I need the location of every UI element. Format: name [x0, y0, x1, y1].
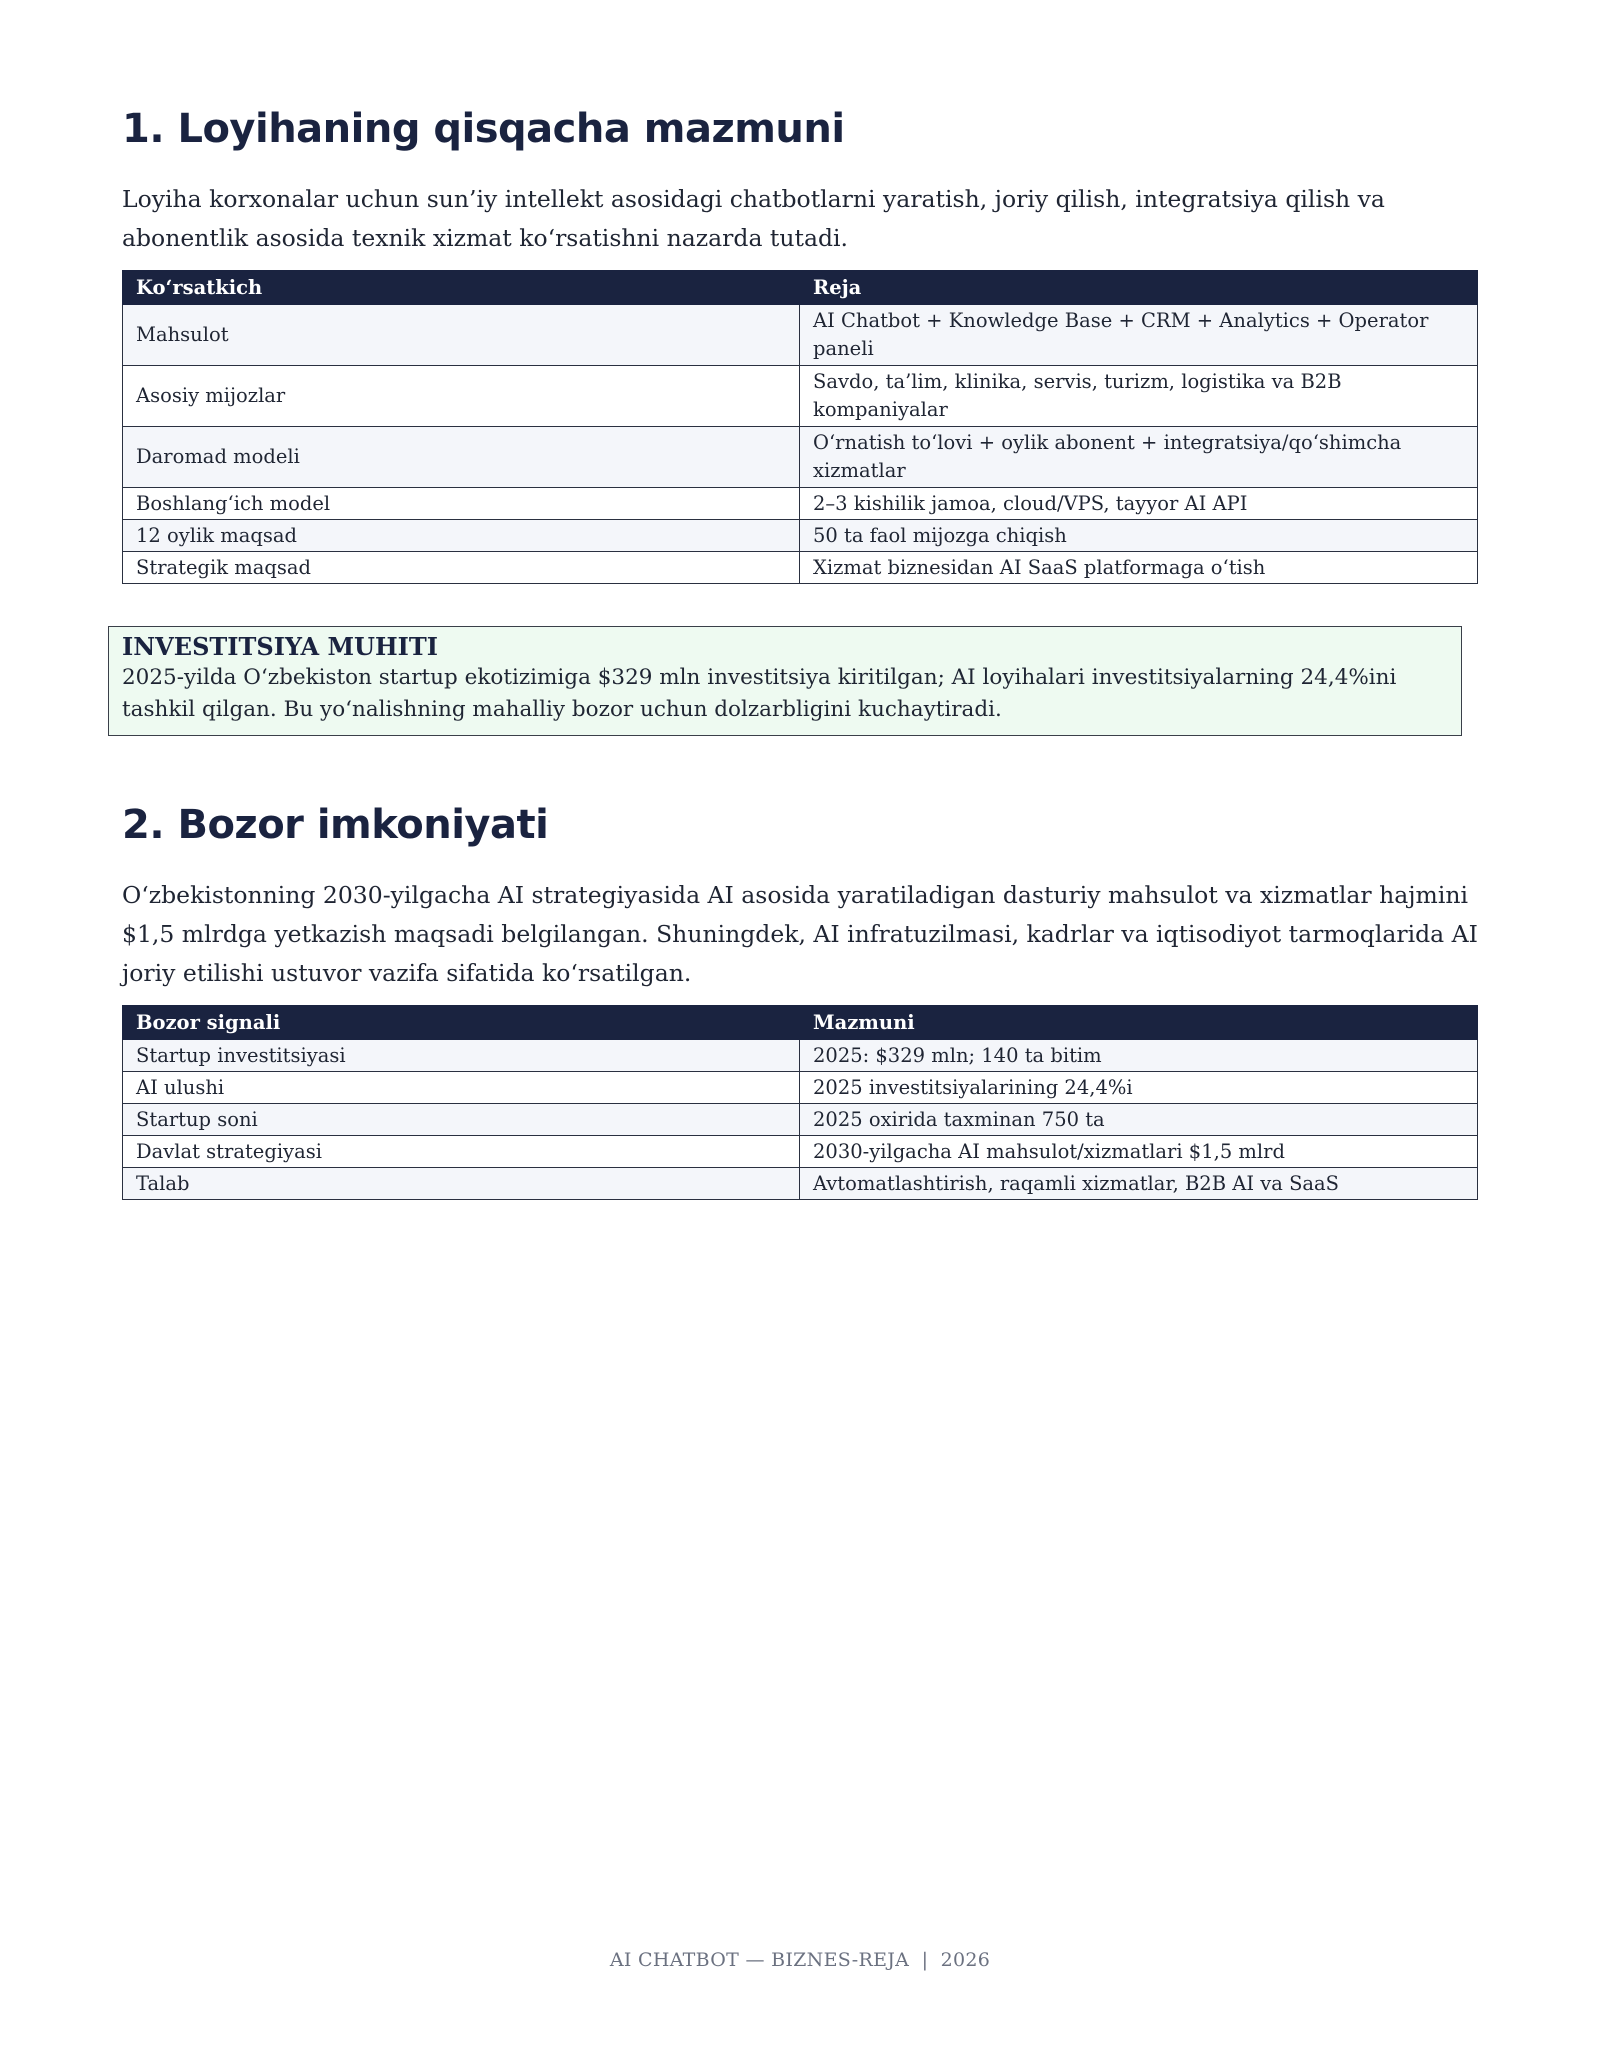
footer-year: 2026 — [940, 1949, 991, 1971]
table-row — [123, 366, 1478, 427]
table-cell: Startup investitsiyasi — [123, 1040, 800, 1072]
column-header: Mazmuni — [800, 1006, 1478, 1040]
summary-table — [122, 270, 1478, 584]
table-cell: Mahsulot — [123, 305, 800, 366]
investment-callout — [108, 626, 1462, 736]
table-row — [123, 1072, 1478, 1104]
table-header-row — [123, 1006, 1478, 1040]
table-row — [123, 552, 1478, 584]
column-header: Ko‘rsatkich — [123, 271, 800, 305]
table-cell: Davlat strategiyasi — [123, 1136, 800, 1168]
table-row — [123, 305, 1478, 366]
section-1-title: 1. Loyihaning qisqacha mazmuni — [122, 106, 845, 152]
table-cell: 2025 investitsiyalarining 24,4%i — [800, 1072, 1478, 1104]
table-cell: 2–3 kishilik jamoa, cloud/VPS, tayyor AI API — [800, 488, 1478, 520]
page-footer — [0, 1949, 1600, 1971]
table-cell: 12 oylik maqsad — [123, 520, 800, 552]
table-cell: 2030-yilgacha AI mahsulot/xizmatlari $1,5 mlrd — [800, 1136, 1478, 1168]
table-row — [123, 1104, 1478, 1136]
column-header: Reja — [800, 271, 1478, 305]
section-1-intro: Loyiha korxonalar uchun sun’iy intellekt asosidagi chatbotlarni yaratish, joriy qilish, integratsiya qilish va abonentlik asosida texnik xizmat ko‘rsatishni nazarda tutadi. — [122, 185, 1385, 252]
table-cell: Daromad modeli — [123, 427, 800, 488]
section-2-title: 2. Bozor imkoniyati — [122, 802, 549, 848]
table-cell: Avtomatlashtirish, raqamli xizmatlar, B2B AI va SaaS — [800, 1168, 1478, 1200]
table-cell: AI ulushi — [123, 1072, 800, 1104]
table-cell: 2025: $329 mln; 140 ta bitim — [800, 1040, 1478, 1072]
table-cell: Xizmat biznesidan AI SaaS platformaga o‘tish — [800, 552, 1478, 584]
footer-separator: | — [921, 1949, 929, 1971]
callout-text: 2025-yilda O‘zbekiston startup ekotizimiga $329 mln investitsiya kiritilgan; AI loyihalari investitsiyalarning 24,4%ini tashkil qilgan. Bu yo‘nalishning mahalliy bozor uchun dolzarbligini kuchaytiradi. — [122, 665, 1397, 722]
table-row — [123, 520, 1478, 552]
callout-title: INVESTITSIYA MUHITI — [122, 632, 438, 661]
table-cell: 50 ta faol mijozga chiqish — [800, 520, 1478, 552]
table-row — [123, 1040, 1478, 1072]
table-row — [123, 1136, 1478, 1168]
table-row — [123, 488, 1478, 520]
table-cell: O‘rnatish to‘lovi + oylik abonent + integratsiya/qo‘shimcha xizmatlar — [800, 427, 1478, 488]
table-row — [123, 427, 1478, 488]
section-2-intro: O‘zbekistonning 2030-yilgacha AI strategiyasida AI asosida yaratiladigan dasturiy mahsulot va xizmatlar hajmini $1,5 mlrdga yetkazish maqsadi belgilangan. Shuningdek, AI infratuzilmasi, kadrlar va iqtisodiyot tarmoqlarida AI joriy etilishi ustuvor vazifa sifatida ko‘rsatilgan. — [122, 881, 1478, 987]
table-cell: Asosiy mijozlar — [123, 366, 800, 427]
table-cell: Startup soni — [123, 1104, 800, 1136]
table-cell: Talab — [123, 1168, 800, 1200]
table-header-row — [123, 271, 1478, 305]
footer-title: AI CHATBOT — BIZNES-REJA — [609, 1949, 910, 1971]
table-cell: 2025 oxirida taxminan 750 ta — [800, 1104, 1478, 1136]
table-row — [123, 1168, 1478, 1200]
column-header: Bozor signali — [123, 1006, 800, 1040]
market-table — [122, 1005, 1478, 1200]
table-cell: Boshlang‘ich model — [123, 488, 800, 520]
table-cell: AI Chatbot + Knowledge Base + CRM + Analytics + Operator paneli — [800, 305, 1478, 366]
table-cell: Strategik maqsad — [123, 552, 800, 584]
table-cell: Savdo, ta’lim, klinika, servis, turizm, logistika va B2B kompaniyalar — [800, 366, 1478, 427]
